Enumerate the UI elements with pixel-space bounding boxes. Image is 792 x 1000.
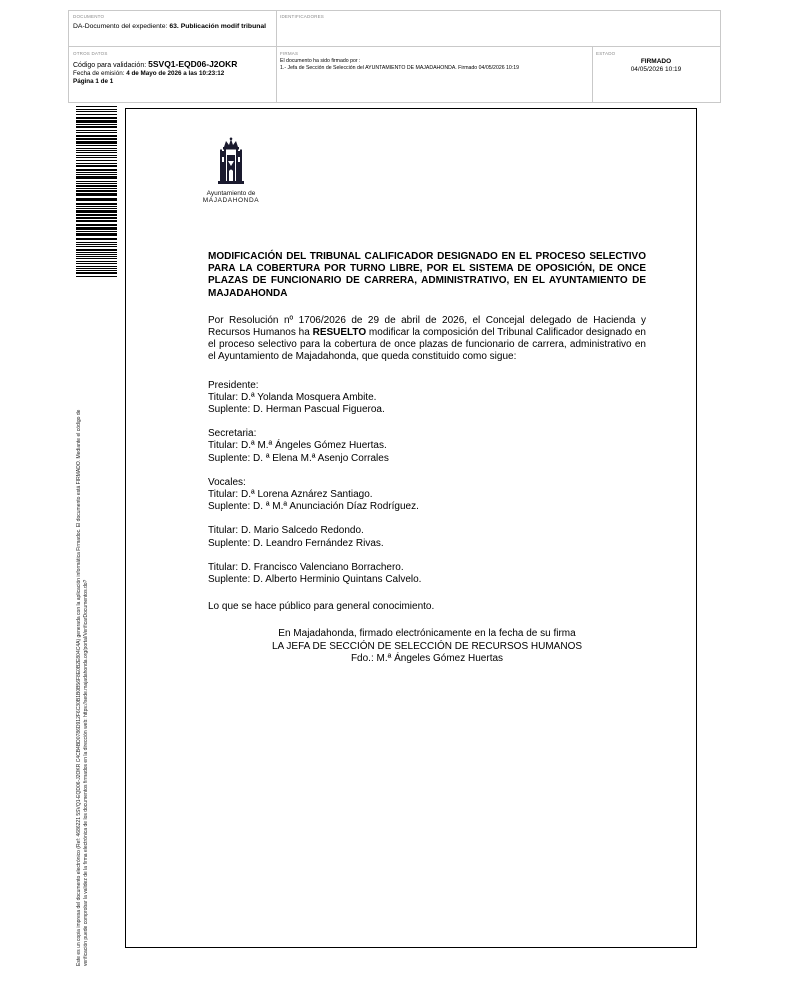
barcode-bar bbox=[76, 198, 117, 201]
list-item: Suplente: D. ª Elena M.ª Asenjo Corrales bbox=[208, 452, 389, 464]
barcode-bar bbox=[76, 148, 117, 149]
document-header bbox=[68, 10, 721, 103]
codigo-prefix: Código para validación: bbox=[73, 62, 147, 69]
barcode-bar bbox=[76, 126, 117, 128]
document-body bbox=[208, 251, 646, 665]
estado-label: ESTADO bbox=[596, 51, 616, 56]
firmas-label: FIRMAS bbox=[280, 51, 299, 56]
list-item: Suplente: D. Herman Pascual Figueroa. bbox=[208, 404, 385, 416]
side-text-line2: verificación puede comprobar la validez de la firma electrónica de los documentos firmados en la dirección web: https://sede.majadahonda.org/portal/VerificarDocumentos.do? bbox=[83, 579, 89, 966]
firmas-line2: 1.- Jefa de Sección de Selección del AYUNTAMIENTO DE MAJADAHONDA. Firmado 04/05/2026 10:19 bbox=[280, 65, 520, 71]
barcode-bar bbox=[76, 249, 117, 251]
barcode-bar bbox=[76, 242, 117, 243]
firmas-cell bbox=[280, 51, 585, 72]
estado-cell bbox=[596, 51, 716, 74]
codigo-validacion bbox=[73, 60, 273, 70]
barcode-bar bbox=[76, 210, 117, 213]
barcode-bar bbox=[76, 120, 117, 123]
barcode-bar bbox=[76, 150, 117, 151]
presidente-group bbox=[208, 380, 646, 417]
fecha-prefix: Fecha de emisión: bbox=[73, 70, 125, 77]
resolution-paragraph bbox=[208, 315, 646, 364]
list-item: Titular: D.ª M.ª Ángeles Gómez Huertas. bbox=[208, 440, 387, 452]
list-item: Secretaria: bbox=[208, 428, 257, 440]
list-item: Suplente: D. ª M.ª Anunciación Díaz Rodríguez. bbox=[208, 501, 419, 513]
barcode-bar bbox=[76, 266, 117, 267]
barcode-bar bbox=[76, 111, 117, 112]
barcode-bar bbox=[76, 135, 117, 137]
list-item: Vocales: bbox=[208, 476, 246, 488]
barcode-bar bbox=[76, 261, 117, 262]
barcode-bar bbox=[76, 254, 117, 255]
crest-icon bbox=[216, 137, 246, 187]
barcode-bar bbox=[76, 160, 117, 161]
barcode-bar bbox=[76, 224, 117, 226]
header-divider bbox=[276, 11, 277, 102]
barcode-bar bbox=[76, 252, 117, 253]
barcode-bar bbox=[76, 244, 117, 245]
barcode-bar bbox=[76, 185, 117, 187]
barcode-bar bbox=[76, 174, 117, 175]
barcode-bar bbox=[76, 188, 117, 189]
barcode-bar bbox=[76, 117, 117, 119]
list-item: Suplente: D. Leandro Fernández Rivas. bbox=[208, 537, 384, 549]
barcode-bar bbox=[76, 256, 117, 257]
barcode-bar bbox=[76, 193, 117, 196]
header-divider bbox=[592, 47, 593, 102]
estado-value-wrap bbox=[596, 58, 716, 74]
logo-line1: Ayuntamiento de bbox=[206, 190, 256, 197]
barcode-bar bbox=[76, 165, 117, 167]
verification-side-text bbox=[76, 306, 90, 966]
barcode-bar bbox=[76, 246, 117, 247]
barcode-bar bbox=[76, 130, 117, 131]
documento-label: DOCUMENTO bbox=[73, 14, 105, 19]
vocales-group bbox=[208, 477, 646, 514]
barcode-bar bbox=[76, 152, 117, 153]
barcode bbox=[76, 106, 117, 278]
fecha-value: 4 de Mayo de 2026 a las 10:23:12 bbox=[126, 70, 225, 77]
list-item: Titular: D.ª Lorena Aznárez Santiago. bbox=[208, 489, 373, 501]
barcode-bar bbox=[76, 109, 117, 110]
barcode-bar bbox=[76, 181, 117, 182]
codigo-value: 5SVQ1-EQD06-J2OKR bbox=[148, 59, 238, 69]
barcode-bar bbox=[76, 238, 117, 240]
barcode-bar bbox=[76, 163, 117, 164]
documento-value bbox=[73, 23, 273, 32]
list-item: Suplente: D. Alberto Herminio Quintans Calvelo. bbox=[208, 574, 422, 586]
logo-line2: MAJADAHONDA bbox=[202, 197, 260, 204]
list-item: Titular: D. Mario Salcedo Redondo. bbox=[208, 525, 364, 537]
barcode-bar bbox=[76, 217, 117, 219]
barcode-bar bbox=[76, 190, 117, 192]
documento-cell bbox=[73, 14, 273, 32]
barcode-bar bbox=[76, 124, 117, 125]
identificadores-cell bbox=[280, 14, 324, 19]
barcode-bar bbox=[76, 203, 117, 205]
barcode-bar bbox=[76, 155, 117, 156]
barcode-bar bbox=[76, 183, 117, 184]
header-divider bbox=[69, 46, 720, 47]
otros-datos-label: OTROS DATOS bbox=[73, 51, 108, 56]
barcode-bar bbox=[76, 169, 117, 171]
para-text-b: modificar la composición del Tribunal Calificador designado en el proceso selectivo para la cobertura de once plazas de funcionario de carrera, administrativo en el Ayuntamiento de Majadahonda, que queda constituido como sigue: bbox=[208, 327, 646, 363]
barcode-bar bbox=[76, 138, 117, 140]
barcode-bar bbox=[76, 208, 117, 209]
barcode-bar bbox=[76, 106, 117, 107]
estado-date: 04/05/2026 10:19 bbox=[630, 66, 682, 73]
closing-text: Lo que se hace público para general conocimiento. bbox=[208, 601, 435, 613]
list-item: Titular: D. Francisco Valenciano Borrachero. bbox=[208, 561, 404, 573]
vocales-group-2 bbox=[208, 525, 646, 549]
barcode-bar bbox=[76, 263, 117, 264]
identificadores-label: IDENTIFICADORES bbox=[280, 14, 325, 19]
barcode-bar bbox=[76, 231, 117, 232]
barcode-bar bbox=[76, 132, 117, 133]
barcode-bar bbox=[76, 270, 117, 271]
document-title: MODIFICACIÓN DEL TRIBUNAL CALIFICADOR DESIGNADO EN EL PROCESO SELECTIVO PARA LA COBERTURA POR TURNO LIBRE, POR EL SISTEMA DE OPOSICIÓN, DE ONCE PLAZAS DE FUNCIONARIO DE CARRERA, ADMINISTRATIVO, EN EL AYUNTAMIENTO DE MAJADAHONDA bbox=[208, 251, 646, 299]
list-item: Presidente: bbox=[208, 379, 259, 391]
municipal-logo bbox=[198, 137, 264, 209]
para-bold: RESUELTO bbox=[312, 327, 367, 339]
signature-line: Fdo.: M.ª Ángeles Gómez Huertas bbox=[350, 652, 504, 664]
barcode-bar bbox=[76, 227, 117, 230]
barcode-bar bbox=[76, 268, 117, 269]
document-page bbox=[125, 108, 697, 948]
logo-text bbox=[198, 190, 264, 204]
signature-line: LA JEFA DE SECCIÓN DE SELECCIÓN DE RECURSOS HUMANOS bbox=[271, 640, 583, 652]
side-text-line1: Este es un copia impresa del documento electrónico (Ref: 4686221 5SVQ1-EQD06-J2OKR C4CB4BD0786D912F6C30B1B0B56F8E0B2E804C4A) generada con la aplicación informática Firmadoc. El documento está FIRMADO. Mediante el código de bbox=[76, 409, 82, 966]
list-item: Titular: D.ª Yolanda Mosquera Ambite. bbox=[208, 391, 377, 403]
barcode-bar bbox=[76, 176, 117, 179]
documento-bold: 63. Publicación modif tribunal bbox=[169, 23, 267, 30]
fecha-emision bbox=[73, 70, 273, 78]
vocales-group-3 bbox=[208, 562, 646, 586]
para-text-a: Por Resolución nº 1706/2026 de 29 de abril de 2026, el Concejal delegado de Hacienda y Recursos Humanos ha bbox=[208, 314, 646, 339]
barcode-bar bbox=[76, 157, 117, 158]
estado-value: FIRMADO bbox=[640, 58, 672, 65]
barcode-bar bbox=[76, 214, 117, 216]
signature-block bbox=[208, 628, 646, 665]
barcode-bar bbox=[76, 114, 117, 115]
barcode-bar bbox=[76, 233, 117, 236]
barcode-bar bbox=[76, 272, 117, 274]
barcode-bar bbox=[76, 276, 117, 277]
barcode-bar bbox=[76, 172, 117, 173]
barcode-bar bbox=[76, 141, 117, 144]
barcode-bar bbox=[76, 220, 117, 222]
signature-line: En Majadahonda, firmado electrónicamente en la fecha de su firma bbox=[278, 628, 576, 640]
secretaria-group bbox=[208, 428, 646, 465]
otros-datos-cell bbox=[73, 51, 273, 85]
firmas-line1: El documento ha sido firmado por : bbox=[280, 58, 361, 64]
barcode-bar bbox=[76, 206, 117, 207]
barcode-bar bbox=[76, 145, 117, 146]
barcode-bar bbox=[76, 258, 117, 259]
pagina: Página 1 de 1 bbox=[73, 77, 114, 85]
documento-prefix: DA-Documento del expediente: bbox=[73, 23, 168, 30]
